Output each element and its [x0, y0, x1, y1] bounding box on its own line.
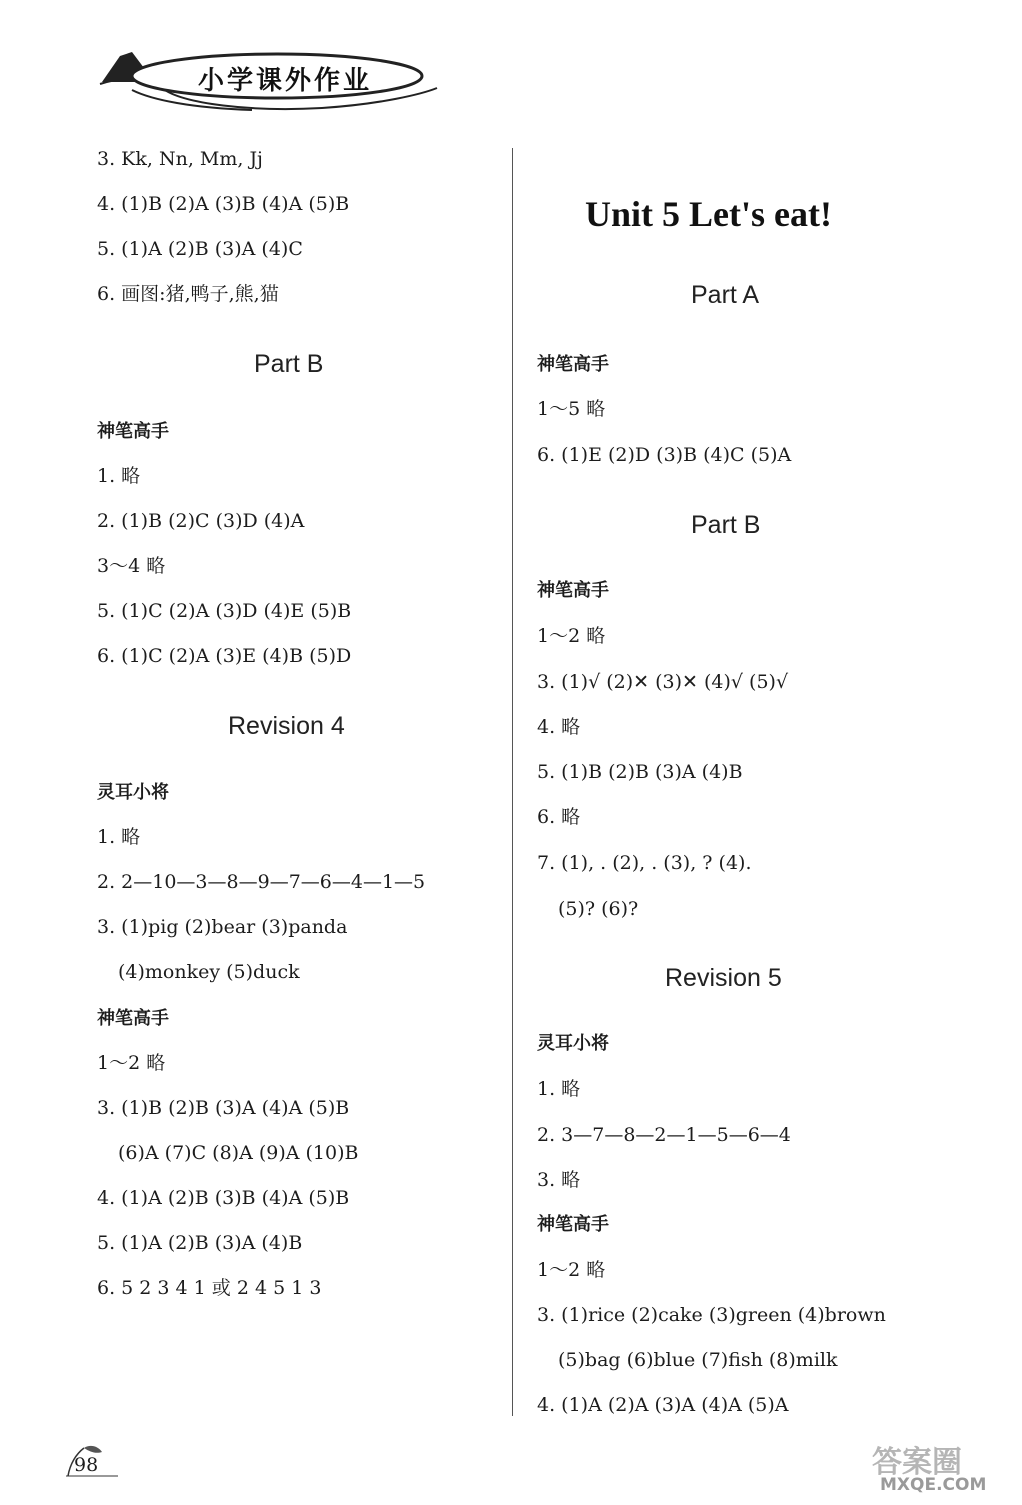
section-title-part-b: Part B — [254, 350, 324, 378]
answer-line: 6. (1)E (2)D (3)B (4)C (5)A — [537, 444, 792, 466]
answer-line: 1. 略 — [97, 465, 141, 487]
answer-line: 2. 2—10—3—8—9—7—6—4—1—5 — [97, 871, 426, 893]
unit-title: Unit 5 Let's eat! — [585, 194, 832, 234]
answer-line: 3. (1)B (2)B (3)A (4)A (5)B — [97, 1097, 350, 1119]
answer-line: 1～5 略 — [537, 398, 606, 420]
page-number-text: 98 — [74, 1454, 99, 1476]
answer-line: (6)A (7)C (8)A (9)A (10)B — [118, 1142, 359, 1164]
sub-heading: 神笔高手 — [537, 580, 609, 601]
answer-line: 4. (1)A (2)A (3)A (4)A (5)A — [537, 1394, 789, 1416]
answer-line: 6. 5 2 3 4 1 或 2 4 5 1 3 — [97, 1277, 322, 1299]
sub-heading: 神笔高手 — [97, 421, 169, 442]
answer-line: 7. (1), . (2), . (3), ? (4). — [537, 852, 752, 874]
sub-heading: 灵耳小将 — [97, 782, 169, 803]
watermark-sub: MXQE.COM — [880, 1475, 987, 1495]
answer-line: 1～2 略 — [97, 1052, 166, 1074]
answer-line: (5)? (6)? — [558, 898, 639, 920]
answer-line: 3. 略 — [537, 1169, 581, 1191]
answer-line: 6. (1)C (2)A (3)E (4)B (5)D — [97, 645, 352, 667]
answer-line: 1～2 略 — [537, 625, 606, 647]
watermark-main: 答案圈 — [872, 1445, 962, 1480]
answer-line: 3. Kk, Nn, Mm, Jj — [97, 148, 263, 170]
answer-line: 2. (1)B (2)C (3)D (4)A — [97, 510, 305, 532]
answer-line: 5. (1)A (2)B (3)A (4)B — [97, 1232, 303, 1254]
answer-line: 2. 3—7—8—2—1—5—6—4 — [537, 1124, 791, 1146]
answer-line: 5. (1)B (2)B (3)A (4)B — [537, 761, 743, 783]
answer-line: (4)monkey (5)duck — [118, 961, 300, 983]
column-divider — [512, 148, 513, 1416]
answer-line: 3. (1)pig (2)bear (3)panda — [97, 916, 348, 938]
section-title-revision-5: Revision 5 — [665, 964, 782, 992]
section-title-part-b: Part B — [691, 511, 761, 539]
answer-line: 6. 略 — [537, 806, 581, 828]
answer-line: 1. 略 — [97, 826, 141, 848]
answer-line: 5. (1)C (2)A (3)D (4)E (5)B — [97, 600, 352, 622]
sub-heading: 神笔高手 — [97, 1008, 169, 1029]
answer-line: 4. (1)A (2)B (3)B (4)A (5)B — [97, 1187, 350, 1209]
answer-line: 1～2 略 — [537, 1259, 606, 1281]
answer-line: 1. 略 — [537, 1078, 581, 1100]
header-title: 小学课外作业 — [198, 66, 373, 96]
sub-heading: 神笔高手 — [537, 1214, 609, 1235]
answer-line: 3. (1)√ (2)✕ (3)✕ (4)√ (5)√ — [537, 671, 789, 693]
answer-line: 5. (1)A (2)B (3)A (4)C — [97, 238, 303, 260]
answer-line: 6. 画图:猪,鸭子,熊,猫 — [97, 283, 279, 305]
watermark-logo — [872, 1437, 1002, 1497]
answer-line: (5)bag (6)blue (7)fish (8)milk — [558, 1349, 838, 1371]
sub-heading: 神笔高手 — [537, 354, 609, 375]
sub-heading: 灵耳小将 — [537, 1033, 609, 1054]
section-title-revision-4: Revision 4 — [228, 712, 345, 740]
answer-line: 3. (1)rice (2)cake (3)green (4)brown — [537, 1304, 886, 1326]
page-number — [62, 1442, 122, 1478]
section-title-part-a: Part A — [691, 281, 760, 309]
answer-line: 3～4 略 — [97, 555, 166, 577]
answer-line: 4. (1)B (2)A (3)B (4)A (5)B — [97, 193, 350, 215]
answer-line: 4. 略 — [537, 716, 581, 738]
